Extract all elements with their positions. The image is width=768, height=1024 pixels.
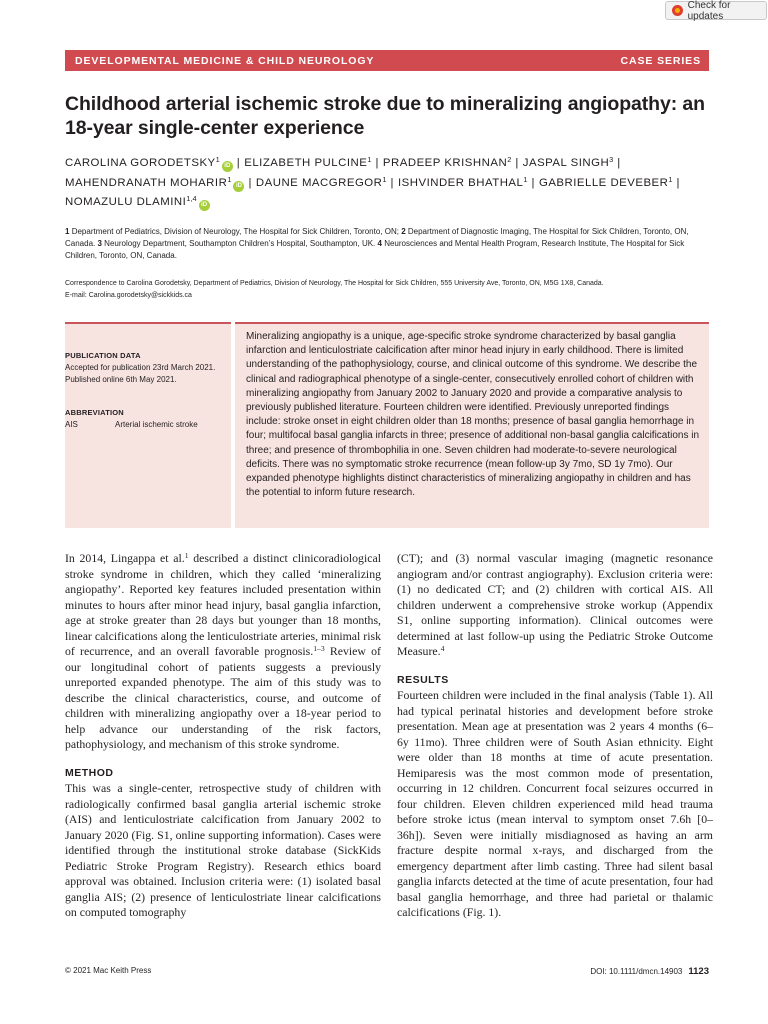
intro-paragraph [65,551,381,753]
author-affiliation-ref: 1 [227,174,232,184]
copyright: © 2021 Mac Keith Press [65,966,152,975]
affiliation-number: 4 [377,239,382,248]
author-name: JASPAL SINGH [522,157,610,169]
abbreviation-heading: ABBREVIATION [65,408,124,417]
method-text: (CT); and (3) normal vascular imaging (magnetic resonance angiogram and/or contrast angiography). Exclusion criteria were: (1) no dedicated CT; and (2) children with cortical AIS. All children underwent a comprehensive stroke workup (Appendix S1, online supporting information). Clinical outcomes were determined at last follow-up using the Pediatric Stroke Outcome Measure. [397,551,713,658]
affiliation-text: Neurology Department, Southampton Children’s Hospital, Southampton, UK. [104,239,376,248]
author-list: CAROLINA GORODETSKY$^1$iD | ELIZABETH PULCINE$^1$ | PRADEEP KRISHNAN$^2$ | JASPAL SINGH$^3$ | MAHENDRANATH MOHARIR$^1$iD | DAUNE MACGREGOR$^1$ | ISHVINDER BHATHAL$^1$ | GABRIELLE DEVEBER$^1$ | NOMAZULU DLAMINI$^{1,4}$iD [65,154,715,213]
intro-text: In 2014, Lingappa et al. [65,551,185,565]
author-name: PRADEEP KRISHNAN [382,157,508,169]
publication-data-box [65,322,231,528]
footer-doi-page [590,966,709,977]
orcid-icon[interactable]: iD [233,181,244,192]
citation-ref[interactable]: 4 [440,643,445,653]
affiliation-number: 2 [401,227,406,236]
publication-data-heading: PUBLICATION DATA [65,351,141,360]
author-name: CAROLINA GORODETSKY [65,157,216,169]
check-for-updates-label: Check for updates [687,0,731,22]
author-name: ELIZABETH PULCINE [244,157,368,169]
correspondence [65,278,715,302]
author-affiliation-ref: 1 [215,154,220,164]
journal-header-bar [65,50,709,71]
author-affiliation-ref: 1 [523,174,528,184]
correspondence-address: Correspondence to Carolina Gorodetsky, Department of Pediatrics, Division of Neurology, The Hospital for Sick Children, 555 University Ave, Toronto, ON, M5G 1X8, Canada. [65,280,604,287]
affiliations [65,226,715,262]
abbreviation-value: Arterial ischemic stroke [115,420,198,429]
method-heading: METHOD [65,766,114,779]
orcid-icon[interactable]: iD [222,161,233,172]
author-name: GABRIELLE DEVEBER [538,176,669,189]
author-name: ISHVINDER BHATHAL [397,176,524,189]
journal-name: DEVELOPMENTAL MEDICINE & CHILD NEUROLOGY [75,54,375,67]
author-name: MAHENDRANATH MOHARIR [65,176,228,189]
affiliation-number: 1 [65,227,70,236]
author-name: NOMAZULU DLAMINI [65,196,187,208]
check-for-updates-button[interactable] [665,1,767,20]
results-paragraph: Fourteen children were included in the final analysis (Table 1). All had typical perinatal histories and development before stroke presentation. Mean age at presentation was 2 years 4 months (6–6y 11mo). Three children were of South Asian ethnicity. Eight were older than 18 months at time of acute presentation. Hemiparesis was the most common mode of presentation, occurring in 12 children. Concurrent focal seizures occurred in four children. Eleven children experienced mild head trauma before stroke ictus (mean interval to symptom onset 7.6h [0–36h]). Seven were initially misdiagnosed as having an arm fracture despite normal x-rays, and discharged from the emergency department after limb casting. Three had silent basal ganglia infarcts detected at the time of acute presentation, four had basal ganglia hemorrhage, and three had parietal or thalamic calcifications (Fig. 1). [397,688,713,919]
intro-text: Review of our longitudinal cohort of patients suggests a previously unreported expanded phenotype. The aim of this study was to describe the clinical characteristics, course, and outcome of children with mineralizing angiopathy over a 18-year period to help advance our understanding of the risk factors, pathophysiology, and mechanism of this stroke syndrome. [65,644,381,751]
author-affiliation-ref: 1 [668,174,673,184]
right-column [397,551,713,921]
affiliation-number: 3 [97,239,102,248]
results-heading: RESULTS [397,673,449,686]
correspondence-email[interactable]: E-mail: Carolina.gorodetsky@sickkids.ca [65,292,192,299]
orcid-icon[interactable]: iD [199,200,210,211]
abbreviation-row [65,419,231,431]
affiliation-text: Neurosciences and Mental Health Program, Research Institute, The Hospital for Sick Children, Toronto, ON, Canada. [65,239,685,260]
crossmark-icon [672,5,683,16]
affiliation-text: Department of Diagnostic Imaging, The Hospital for Sick Children, Toronto, ON, Canada. [65,227,689,248]
method-paragraph: This was a single-center, retrospective study of children with radiologically confirmed basal ganglia arterial ischemic stroke (AIS) and lenticulostriate calcification from January 2002 to January 2020 (Fig. S1, online supporting information). Cases were identified through the institutional stroke database (SickKids Pediatric Stroke Program Registry). Research ethics board approval was obtained. Inclusion criteria were: (1) isolated basal ganglia AIS; (2) presence of lenticulostriate linear calcifications on computed tomography [65,781,381,919]
page-number: 1123 [688,966,709,977]
citation-ref[interactable]: 1–3 [313,643,325,653]
abstract: Mineralizing angiopathy is a unique, age-specific stroke syndrome characterized by basal ganglia infarction and lenticulostriate calcification after minor head injury in early childhood. There is limited understanding of the pathophysiology, course, and clinical outcome of this syndrome. We describe the clinical and radiographical phenotype of a single-center, consecutively enrolled cohort of children with mineralizing angiopathy from January 2002 to January 2020 and provide a comparative analysis to previously published literature. Fourteen children were identified. Previously unreported findings include: stroke onset in eight children older than 18 months; presence of basal ganglia hemorrhage in four; multifocal basal ganglia infarcts in three; presence of additional non-basal ganglia calcifications in three; and presence of thrombophilia in one. Seven children had moderate-to-severe neurological deficits. There was no symptomatic stroke recurrence (mean follow-up 3y 7mo, SD 1y 7mo). Our expanded phenotype highlights distinct characteristics of mineralizing angiopathy in children and has the potential to inform future research. [235,322,709,528]
article-section: CASE SERIES [620,54,701,67]
article-title: Childhood arterial ischemic stroke due to mineralizing angiopathy: an 18-year single-center experience [65,93,705,139]
author-affiliation-ref: 1 [382,174,387,184]
author-name: DAUNE MACGREGOR [255,176,383,189]
affiliation-text: Department of Pediatrics, Division of Neurology, The Hospital for Sick Children, Toronto, ON; [71,227,399,236]
author-affiliation-ref: 1 [367,154,372,164]
left-column [65,551,381,921]
citation-ref[interactable]: 1 [184,550,189,560]
intro-text: described a distinct clinicoradiological stroke syndrome in children, which they called ‘mineralizing angiopathy’. Reported key features included presentation within minutes to hours after minor head injury, basal ganglia infarction, age at stroke greater than 28 days but younger than 18 months, linear calcifications along the lenticulostriate arteries, minimal risk of recurrence, and an overall favorable prognosis. [65,551,381,658]
published-date: Published online 6th May 2021. [65,375,177,384]
method-paragraph-continued [397,551,713,660]
author-affiliation-ref: 3 [609,154,614,164]
author-affiliation-ref: 2 [507,154,512,164]
author-affiliation-ref: 1,4 [186,193,197,203]
accepted-date: Accepted for publication 23rd March 2021. [65,363,216,372]
abbreviation-key: AIS [65,420,78,429]
doi[interactable]: DOI: 10.1111/dmcn.14903 [590,967,683,976]
